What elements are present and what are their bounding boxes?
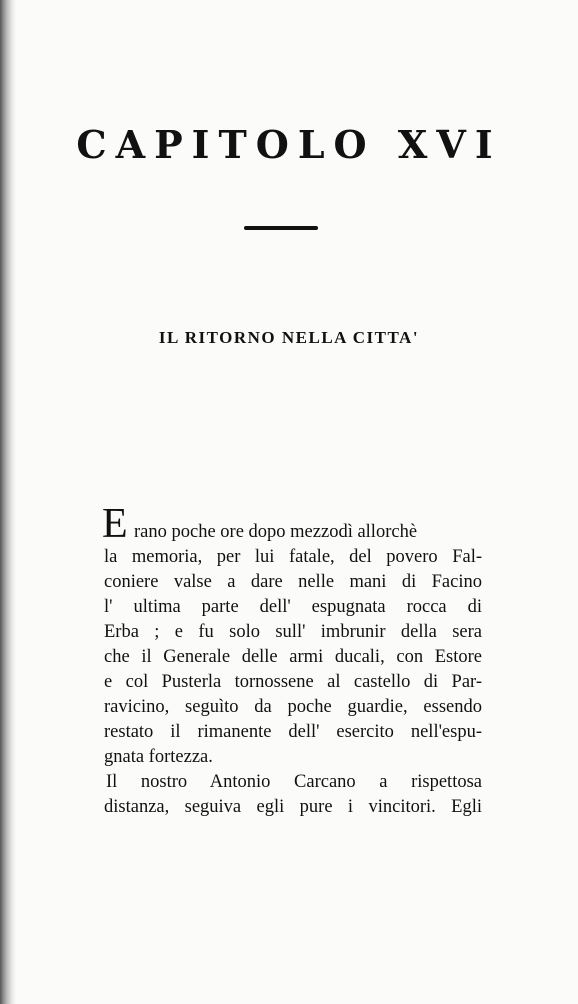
text-line-8: ravicino, seguìto da poche guardie, essendo	[104, 697, 482, 717]
chapter-title: CAPITOLO XVI	[76, 122, 502, 167]
drop-cap: E	[102, 501, 128, 547]
text-line-4: l' ultima parte dell' espugnata rocca di	[104, 597, 482, 617]
text-line-1: rano poche ore dopo mezzodì allorchè	[134, 522, 418, 542]
text-line-6: che il Generale delle armi ducali, con Estore	[104, 647, 482, 667]
text-line-5: Erba ; e fu solo sull' imbrunir della sera	[104, 622, 482, 642]
text-line-10: gnata fortezza.	[104, 747, 213, 767]
text-line-2: la memoria, per lui fatale, del povero Fal-	[104, 547, 482, 567]
text-line-11: Il nostro Antonio Carcano a rispettosa	[106, 772, 482, 792]
text-line-12: distanza, seguiva egli pure i vincitori. Egli	[104, 797, 482, 817]
text-line-3: coniere valse a dare nelle mani di Facino	[104, 572, 482, 592]
text-line-9: restato il rimanente dell' esercito nell'espu-	[104, 722, 482, 742]
title-rule	[244, 226, 318, 230]
text-line-7: e col Pusterla tornossene al castello di Par-	[104, 672, 482, 692]
chapter-subtitle: IL RITORNO NELLA CITTA'	[158, 328, 420, 347]
